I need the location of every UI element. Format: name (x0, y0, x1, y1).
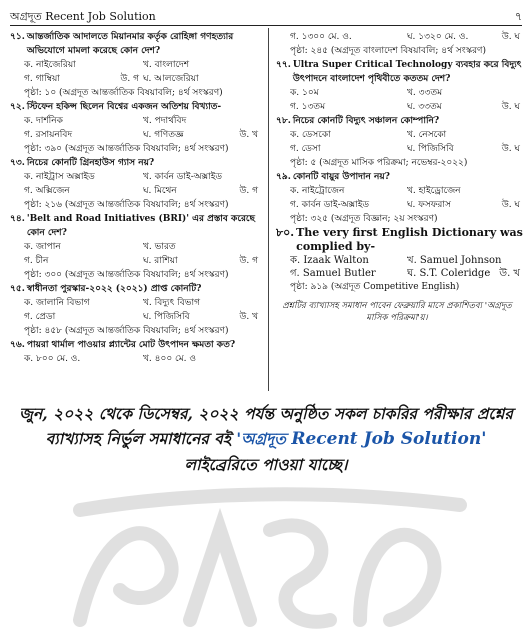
answer-mark: উ. ঘ (501, 102, 520, 112)
page-number: ৭ (514, 10, 522, 23)
question-text (276, 170, 524, 184)
option-label: গ. প্রেডা (24, 312, 56, 322)
option (143, 310, 262, 324)
running-title: অগ্রদূত Recent Job Solution (10, 10, 156, 23)
option-label: খ. হাইড্রোজেন (407, 186, 461, 196)
option-label: ক. Izaak Walton (290, 255, 369, 266)
option-label: ঘ. আলজেরিয়া (143, 74, 199, 84)
right-column (276, 30, 524, 324)
option-label: গ. Samuel Butler (290, 268, 376, 279)
option-label: ঘ. মিথেন (143, 186, 177, 196)
option (24, 128, 143, 142)
option (407, 128, 524, 142)
page-header (10, 8, 522, 24)
answer-mark: উ. খ (239, 312, 258, 322)
question-text (276, 226, 524, 254)
question-body: নিচের কোনটি বিদ্যুৎ সঞ্চালন কোম্পানি? (292, 116, 440, 126)
option-label: গ. কার্বন ডাই-অক্সাইড (290, 200, 370, 210)
promo-line-2 (12, 426, 520, 452)
question-body: নিচের কোনটি গ্রিনহাউস গ্যাস নয়? (26, 158, 155, 168)
option-label: গ. ১৩তম (290, 102, 326, 112)
question-body: স্বাধীনতা পুরস্কার-২০২২ (২০২১) প্রাপ্ত কোনটি? (26, 284, 202, 294)
question-number: ৭৬. (10, 340, 25, 350)
option-label: ক. জাপান (24, 242, 61, 252)
promo-line-1: জুন, ২০২২ থেকে ডিসেম্বর, ২০২২ পর্যন্ত অনুষ্ঠিত সকল চাকরির পরীক্ষার প্রশ্নের (19, 404, 513, 423)
answer-mark: উ. গ (239, 186, 258, 196)
option-label: গ. গাম্বিয়া (24, 74, 60, 84)
question-number: ৮০. (276, 226, 295, 239)
option-label: খ. নেসকো (407, 130, 447, 140)
question-number: ৭৭. (276, 60, 291, 70)
options (276, 254, 524, 280)
question-text (10, 338, 262, 352)
option-label: গ. চীন (24, 256, 49, 266)
option (290, 267, 407, 280)
options (10, 296, 262, 324)
answer-mark: উ. ঘ (501, 144, 520, 154)
option-label: খ. Samuel Johnson (407, 255, 502, 266)
option (143, 128, 262, 142)
question-body: 'Belt and Road Initiatives (BRI)' এর প্রস্তাব করেছে কোন দেশ? (26, 214, 255, 238)
option-label: ক. ৮০০ মে. ও. (24, 354, 81, 364)
option (290, 30, 407, 44)
answer-mark: উ. ঘ (501, 32, 520, 42)
source-reference: পৃষ্ঠা: ৩২৫ (অগ্রদূত বিজ্ঞান; ২য় সংস্করণ) (290, 214, 438, 224)
question-text (10, 156, 262, 170)
option (24, 254, 143, 268)
option (24, 240, 143, 254)
option (290, 142, 407, 156)
question (10, 30, 262, 100)
continued-source: পৃষ্ঠা: ২৪৫ (অগ্রদূত বাংলাদেশ বিষয়াবলি; ৪র্থ সংস্করণ) (290, 46, 486, 56)
left-column (10, 30, 262, 366)
option-label: খ. কার্বন ডাই-অক্সাইড (143, 172, 223, 182)
answer-mark: উ. গ (239, 256, 258, 266)
question (276, 226, 524, 294)
answer-mark: উ. খ (499, 268, 520, 279)
question-number: ৭১. (10, 32, 25, 42)
option-label: ঘ. ৩৩তম (407, 102, 442, 112)
question-body: পায়রা থার্মাল পাওয়ার প্ল্যান্টের মোট উৎপাদন ক্ষমতা কত? (26, 340, 236, 350)
source-reference: পৃষ্ঠা: ১০ (অগ্রদূত আন্তর্জাতিক বিষয়াবলি; ৪র্থ সংস্করণ) (24, 88, 223, 98)
option (24, 170, 143, 184)
option (407, 198, 524, 212)
source-reference: পৃষ্ঠা: ৩০০ (অগ্রদূত আন্তর্জাতিক বিষয়াবলি; ৪র্থ সংস্করণ) (24, 270, 229, 280)
question-body: The very first English Dictionary was complied by- (296, 226, 523, 253)
option-label: ক. জালানি বিভাগ (24, 298, 90, 308)
option-label: ক. দার্শনিক (24, 116, 63, 126)
option (290, 184, 407, 198)
source-reference: পৃষ্ঠা: ২১৬ (অগ্রদূত আন্তর্জাতিক বিষয়াবলি; ৪র্থ সংস্করণ) (24, 200, 229, 210)
source-reference: পৃষ্ঠা: ৪৫৮ (অগ্রদূত আন্তর্জাতিক বিষয়াবলি; ৪র্থ সংস্করণ) (24, 326, 229, 336)
options (10, 58, 262, 86)
options (276, 86, 524, 114)
question (276, 114, 524, 170)
option (143, 352, 262, 366)
question-body: Ultra Super Critical Technology ব্যবহার করে বিদ্যুৎ উৎপাদনে বাংলাদেশ পৃথিবীতে কততম দেশ? (292, 60, 522, 84)
promo-banner (12, 401, 520, 477)
answer-mark: উ. গ (120, 74, 139, 84)
option (143, 114, 262, 128)
promo-line-3: লাইব্রেরিতে পাওয়া যাচ্ছে। (184, 455, 348, 474)
option-label: ক. নাইট্রাস অক্সাইড (24, 172, 95, 182)
option-label: ক. ডেসকো (290, 130, 331, 140)
source-reference: পৃষ্ঠা: ৩৯০ (অগ্রদূত আন্তর্জাতিক বিষয়াবলি; ৪র্থ সংস্করণ) (24, 144, 229, 154)
option-label: ক. নাইট্রোজেন (290, 186, 345, 196)
option-label: ঘ. পিজিসিবি (407, 144, 454, 154)
question (276, 58, 524, 114)
question-text (10, 100, 262, 114)
options (10, 352, 262, 366)
option (407, 30, 524, 44)
continued-options (276, 30, 524, 44)
option (143, 296, 262, 310)
option (143, 240, 262, 254)
option-label: খ. ভারত (143, 242, 176, 252)
options (276, 128, 524, 156)
footnote: প্রশ্নটির ব্যাখ্যাসহ সমাধান পাবেন ফেব্রুয়ারি মাসে প্রকাশিতব্য 'অগ্রদূত মাসিক পরিক্রমা'য়। (282, 301, 512, 323)
option-label: ঘ. গণিতজ্ঞ (143, 130, 184, 140)
option (143, 170, 262, 184)
column-divider (268, 28, 269, 391)
watermark-logo (60, 470, 480, 640)
options (10, 240, 262, 268)
promo-brand-bn: 'অগ্রদূত (236, 429, 286, 448)
promo-brand-en: Recent Job Solution' (291, 429, 487, 449)
question-body: স্টিফেন হকিন্স ছিলেন বিশ্বের একজন অতিশয় বিখ্যাত- (26, 102, 222, 112)
option-label: খ. বিদ্যুৎ বিভাগ (143, 298, 201, 308)
option-label: খ. ৩৩তম (407, 88, 443, 98)
option (24, 114, 143, 128)
option-label: গ. রসায়নবিদ (24, 130, 73, 140)
option-label: ক. ১০ম (290, 88, 319, 98)
question-number: ৭৯. (276, 172, 291, 182)
option (290, 86, 407, 100)
source-reference: পৃষ্ঠা: ৯১৯ (অগ্রদূত Competitive English) (290, 282, 460, 292)
question-number: ৭৮. (276, 116, 291, 126)
option-label: গ. ১৩০০ মে. ও. (290, 32, 352, 42)
option (407, 86, 524, 100)
question-text (10, 212, 262, 240)
question-text (10, 30, 262, 58)
option (143, 72, 262, 86)
option (290, 128, 407, 142)
option (24, 72, 143, 86)
option-label: ক. নাইজেরিয়া (24, 60, 76, 70)
option-label: ঘ. পিজিসিবি (143, 312, 190, 322)
option-label: ঘ. ১৩২০ মে. ও. (407, 32, 469, 42)
question (10, 212, 262, 282)
option-label: খ. বাংলাদেশ (143, 60, 190, 70)
option (24, 296, 143, 310)
question-number: ৭৪. (10, 214, 25, 224)
option-label: ঘ. S.T. Coleridge (407, 268, 491, 279)
answer-mark: উ. খ (239, 130, 258, 140)
promo-prefix: ব্যাখ্যাসহ নির্ভুল সমাধানের বই (45, 429, 237, 448)
option (290, 100, 407, 114)
option-label: খ. ৪০০ মে. ও (143, 354, 197, 364)
question-text (276, 58, 524, 86)
question (10, 282, 262, 338)
question-number: ৭২. (10, 102, 25, 112)
option-label: গ. ডেসা (290, 144, 321, 154)
question-number: ৭৫. (10, 284, 25, 294)
option-label: খ. পদার্থবিদ (143, 116, 187, 126)
option (24, 58, 143, 72)
option-label: ঘ. রাশিয়া (143, 256, 178, 266)
options (276, 184, 524, 212)
option (290, 254, 407, 267)
right-questions (276, 58, 524, 294)
question (276, 170, 524, 226)
question-text (10, 282, 262, 296)
option (407, 100, 524, 114)
question-body: কোনটি বায়ুর উপাদান নয়? (292, 172, 390, 182)
question-number: ৭৩. (10, 158, 25, 168)
question (10, 156, 262, 212)
option (407, 184, 524, 198)
option-label: গ. অক্সিজেন (24, 186, 70, 196)
question (10, 100, 262, 156)
option (24, 184, 143, 198)
option-label: ঘ. ফসফরাস (407, 200, 451, 210)
option (407, 267, 524, 280)
option (407, 254, 524, 267)
question-body: আন্তর্জাতিক আদালতে মিয়ানমার কর্তৃক রোহিঙ্গা গণহত্যার অভিযোগে মামলা করেছে কোন দেশ? (26, 32, 234, 56)
option (290, 198, 407, 212)
option (143, 254, 262, 268)
option (24, 310, 143, 324)
question-text (276, 114, 524, 128)
source-reference: পৃষ্ঠা: ৫ (অগ্রদূত মাসিক পরিক্রমা; নভেম্বর-২০২২) (290, 158, 468, 168)
answer-mark: উ. ঘ (501, 200, 520, 210)
options (10, 170, 262, 198)
question (10, 338, 262, 366)
option (24, 352, 143, 366)
header-rule (10, 25, 522, 26)
option (407, 142, 524, 156)
options (10, 114, 262, 142)
option (143, 58, 262, 72)
option (143, 184, 262, 198)
